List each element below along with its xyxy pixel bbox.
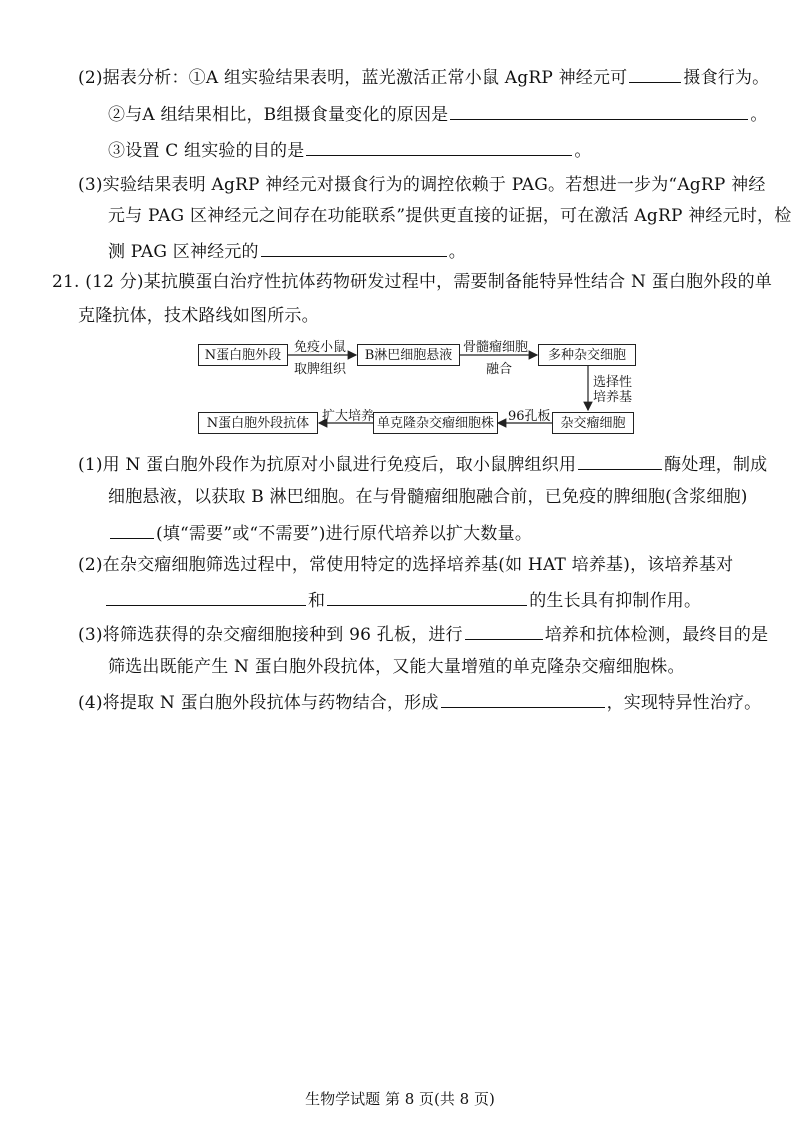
box-monoclonal-hybridoma-line: 单克隆杂交瘤细胞株 — [373, 412, 498, 434]
label-expand-culture: 扩大培养 — [322, 409, 375, 424]
label-96-well-plate: 96孔板 — [508, 409, 551, 424]
box-b-lymphocyte-suspension: B淋巴细胞悬液 — [357, 344, 460, 366]
text: 。 — [574, 141, 592, 161]
label-fusion: 融合 — [486, 362, 513, 377]
answer-blank[interactable] — [327, 587, 527, 606]
label-myeloma-cells: 骨髓瘤细胞 — [463, 340, 529, 355]
q21-stem-line1: 21. (12 分)某抗膜蛋白治疗性抗体药物研发过程中，需要制备能特异性结合 N 蛋白胞外段的单 — [52, 272, 773, 292]
q21-s1-line2: 细胞悬液，以获取 B 淋巴细胞。在与骨髓瘤细胞融合前，已免疫的脾细胞(含浆细胞) — [108, 487, 748, 507]
box-hybrid-cells: 多种杂交细胞 — [538, 344, 636, 366]
q21-s3-line2: 筛选出既能产生 N 蛋白胞外段抗体，又能大量增殖的单克隆杂交瘤细胞株。 — [108, 657, 685, 677]
q21-s1-line3 — [108, 520, 532, 546]
box-n-protein-extracellular: N蛋白胞外段 — [198, 344, 288, 366]
answer-blank[interactable] — [465, 621, 543, 640]
text: ③设置 C 组实验的目的是 — [108, 141, 305, 161]
answer-blank[interactable] — [578, 451, 662, 470]
q21-s4-line1 — [78, 689, 761, 715]
q21-stem-line2: 克隆抗体，技术路线如图所示。 — [78, 306, 319, 326]
text: 的生长具有抑制作用。 — [529, 591, 702, 611]
q21-s2-line1: (2)在杂交瘤细胞筛选过程中，常使用特定的选择培养基(如 HAT 培养基)，该培养基对 — [78, 555, 734, 575]
label-medium: 培养基 — [593, 390, 633, 405]
text: (2)据表分析：①A 组实验结果表明，蓝光激活正常小鼠 AgRP 神经元可 — [78, 68, 628, 88]
text: (4)将提取 N 蛋白胞外段抗体与药物结合，形成 — [78, 693, 439, 713]
box-n-protein-antibody: N蛋白胞外段抗体 — [198, 412, 318, 434]
text: (填“需要”或“不需要”)进行原代培养以扩大数量。 — [156, 524, 533, 544]
text: ②与A 组结果相比，B组摄食量变化的原因是 — [108, 105, 449, 125]
text: 。 — [750, 105, 768, 125]
label-selective: 选择性 — [593, 375, 633, 390]
text: 培养和抗体检测，最终目的是 — [544, 625, 769, 645]
text: 和 — [308, 591, 326, 611]
text: 测 PAG 区神经元的 — [108, 242, 259, 262]
label-take-spleen: 取脾组织 — [294, 362, 347, 377]
answer-blank[interactable] — [110, 520, 154, 539]
text: (1)用 N 蛋白胞外段作为抗原对小鼠进行免疫后，取小鼠脾组织用 — [78, 455, 577, 475]
q20-part3-line1: (3)实验结果表明 AgRP 神经元对摄食行为的调控依赖于 PAG。若想进一步为“AgRP 神经 — [78, 175, 766, 195]
label-immunize-mouse: 免疫小鼠 — [294, 340, 347, 355]
q21-s1-line1 — [78, 451, 767, 477]
answer-blank[interactable] — [441, 689, 605, 708]
answer-blank[interactable] — [106, 587, 306, 606]
page-footer: 生物学试题 第 8 页(共 8 页) — [305, 1090, 495, 1108]
text: 摄食行为。 — [683, 68, 770, 88]
box-hybridoma-cells: 杂交瘤细胞 — [552, 412, 634, 434]
q21-s2-line2 — [104, 587, 701, 613]
text: 。 — [448, 242, 466, 262]
text: (3)将筛选获得的杂交瘤细胞接种到 96 孔板，进行 — [78, 625, 463, 645]
q20-part3-line2: 元与 PAG 区神经元之间存在功能联系”提供更直接的证据，可在激活 AgRP 神经元时，检 — [108, 206, 792, 226]
q21-s3-line1 — [78, 621, 768, 647]
text: ，实现特异性治疗。 — [606, 693, 762, 713]
text: 酶处理，制成 — [664, 455, 768, 475]
